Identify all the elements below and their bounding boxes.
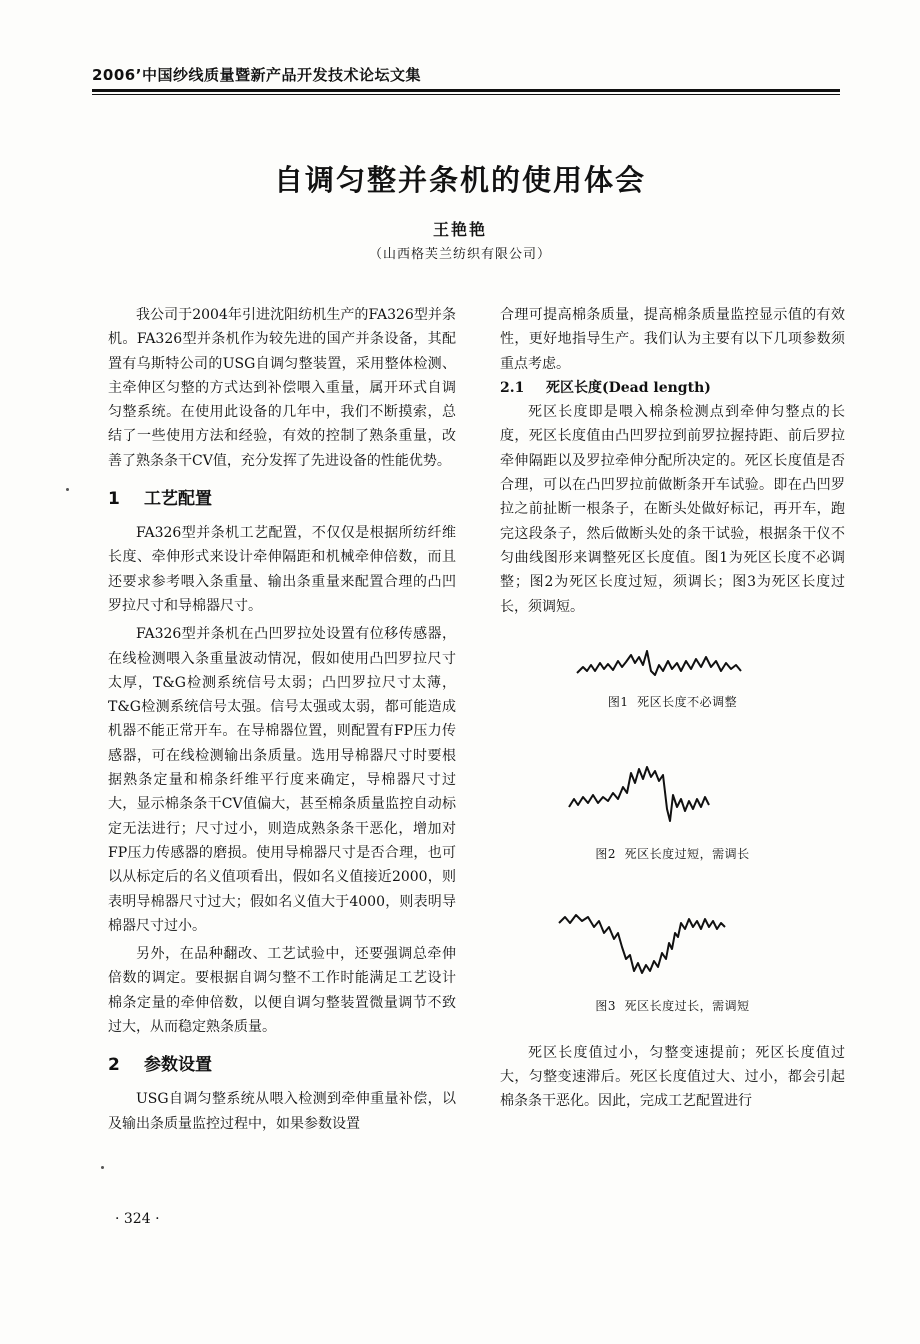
section-2-paragraph-1: USG自调匀整系统从喂入检测到牵伸重量补偿，以及输出条质量监控过程中，如果参数设置 bbox=[108, 1091, 456, 1132]
figure-3-curve bbox=[559, 915, 725, 973]
section-2-number: 2 bbox=[108, 1055, 120, 1076]
closing-paragraph: 死区长度值过小，匀整变速提前；死区长度值过大，匀整变速滞后。死区长度值过大、过小，都会引起棉条条干恶化。因此，完成工艺配置进行 bbox=[500, 1044, 845, 1110]
left-column bbox=[108, 303, 456, 1136]
intro-paragraph: 我公司于2004年引进沈阳纺机生产的FA326型并条机。FA326型并条机作为较先进的国产并条设备，其配置有乌斯特公司的USG自调匀整装置，采用整体检测、主牵伸区匀整的方式达到补偿喂入重量，属开环式自调匀整系统。在使用此设备的几年中，我们不断摸索，总结了一些使用方法和经验，有效的控制了熟条重量，改善了熟条条干CV值，充分发挥了先进设备的性能优势。 bbox=[108, 307, 456, 469]
author-name: 王艳艳 bbox=[432, 220, 487, 239]
figure-2-label: 图2 bbox=[595, 846, 616, 861]
article-title: 自调匀整并条机的使用体会 bbox=[273, 163, 646, 197]
figure-1-unevenness-curve bbox=[573, 647, 773, 687]
subsection-2-1-title: 死区长度(Dead length) bbox=[546, 379, 711, 396]
header-rule-thick bbox=[92, 89, 840, 92]
figure-3-unevenness-curve bbox=[553, 907, 793, 987]
subsection-2-1-paragraph: 死区长度即是喂入棉条检测点到牵伸匀整点的长度，死区长度值由凸凹罗拉到前罗拉握持距、前后罗拉牵伸隔距以及罗拉牵伸分配所决定的。死区长度值是否合理，可以在凸凹罗拉前做断条开车试验。即在凸凹罗拉之前扯断一根条子，在断头处做好标记，再开车，跑完这段条子，然后做断头处的条干试验，根据条干仪不匀曲线图形来调整死区长度值。图1为死区长度不必调整；图2为死区长度过短，须调长；图3为死区长度过长，须调短。 bbox=[500, 404, 845, 615]
figure-3-label: 图3 bbox=[595, 998, 616, 1013]
right-column bbox=[500, 303, 845, 1114]
section-1-paragraph-2: FA326型并条机在凸凹罗拉处设置有位移传感器，在线检测喂入条重量波动情况，假如使用凸凹罗拉尺寸太厚，T&G检测系统信号太弱；凸凹罗拉尺寸太薄，T&G检测系统信号太强。信号太强或太弱，都可能造成机器不能正常开车。在导棉器位置，则配置有FP压力传感器，可在线检测输出条质量。选用导棉器尺寸时要根据熟条定量和棉条纤维平行度来确定，导棉器尺寸过大，显示棉条条干CV值偏大，甚至棉条质量监控自动标定无法进行；尺寸过小，则造成熟条条干恶化，增加对FP压力传感器的磨损。使用导棉器尺寸是否合理，也可以从标定后的名义值项看出，假如名义值接近2000，则表明导棉器尺寸过大；假如名义值大于4000，则表明导棉器尺寸过小。 bbox=[108, 626, 456, 934]
figure-2-unevenness-curve bbox=[563, 761, 783, 831]
section-1-number: 1 bbox=[108, 489, 120, 510]
scan-speck bbox=[66, 488, 69, 491]
figure-3 bbox=[500, 907, 845, 1015]
figure-1-curve bbox=[577, 651, 741, 675]
section-1-heading bbox=[108, 487, 456, 511]
section-1-paragraph-3: 另外，在品种翻改、工艺试验中，还要强调总牵伸倍数的调定。要根据自调匀整不工作时能满足工艺设计棉条定量的牵伸倍数，以便自调匀整装置微量调节不致过大，从而稳定熟条质量。 bbox=[108, 946, 456, 1036]
section-2-title: 参数设置 bbox=[144, 1055, 212, 1076]
figure-2 bbox=[500, 761, 845, 863]
figure-2-curve bbox=[569, 767, 709, 821]
figure-3-caption: 死区长度过长，需调短 bbox=[624, 998, 750, 1013]
figure-2-caption: 死区长度过短，需调长 bbox=[624, 846, 750, 861]
subsection-2-1-number: 2.1 bbox=[500, 379, 525, 396]
scan-speck bbox=[101, 1166, 104, 1169]
figure-1 bbox=[500, 647, 845, 711]
author-affiliation: （山西格芙兰纺织有限公司） bbox=[368, 247, 551, 262]
section-1-paragraph-1: FA326型并条机工艺配置，不仅仅是根据所纺纤维长度、牵伸形式来设计牵伸隔距和机械牵伸倍数，而且还要求参考喂入条重量、输出条重量来配置合理的凸凹罗拉尺寸和导棉器尺寸。 bbox=[108, 525, 456, 614]
right-continuation-paragraph: 合理可提高棉条质量，提高棉条质量监控显示值的有效性，更好地指导生产。我们认为主要有以下几项参数须重点考虑。 bbox=[500, 307, 845, 372]
figure-1-label: 图1 bbox=[607, 694, 629, 709]
subsection-2-1-heading bbox=[500, 376, 845, 400]
page-number: · 324 · bbox=[115, 1211, 160, 1227]
header-rule-thin bbox=[92, 94, 840, 95]
section-1-title: 工艺配置 bbox=[144, 489, 212, 510]
figure-1-caption: 死区长度不必调整 bbox=[637, 694, 738, 709]
running-head: 2006’中国纱线质量暨新产品开发技术论坛文集 bbox=[92, 66, 421, 84]
section-2-heading bbox=[108, 1053, 456, 1077]
